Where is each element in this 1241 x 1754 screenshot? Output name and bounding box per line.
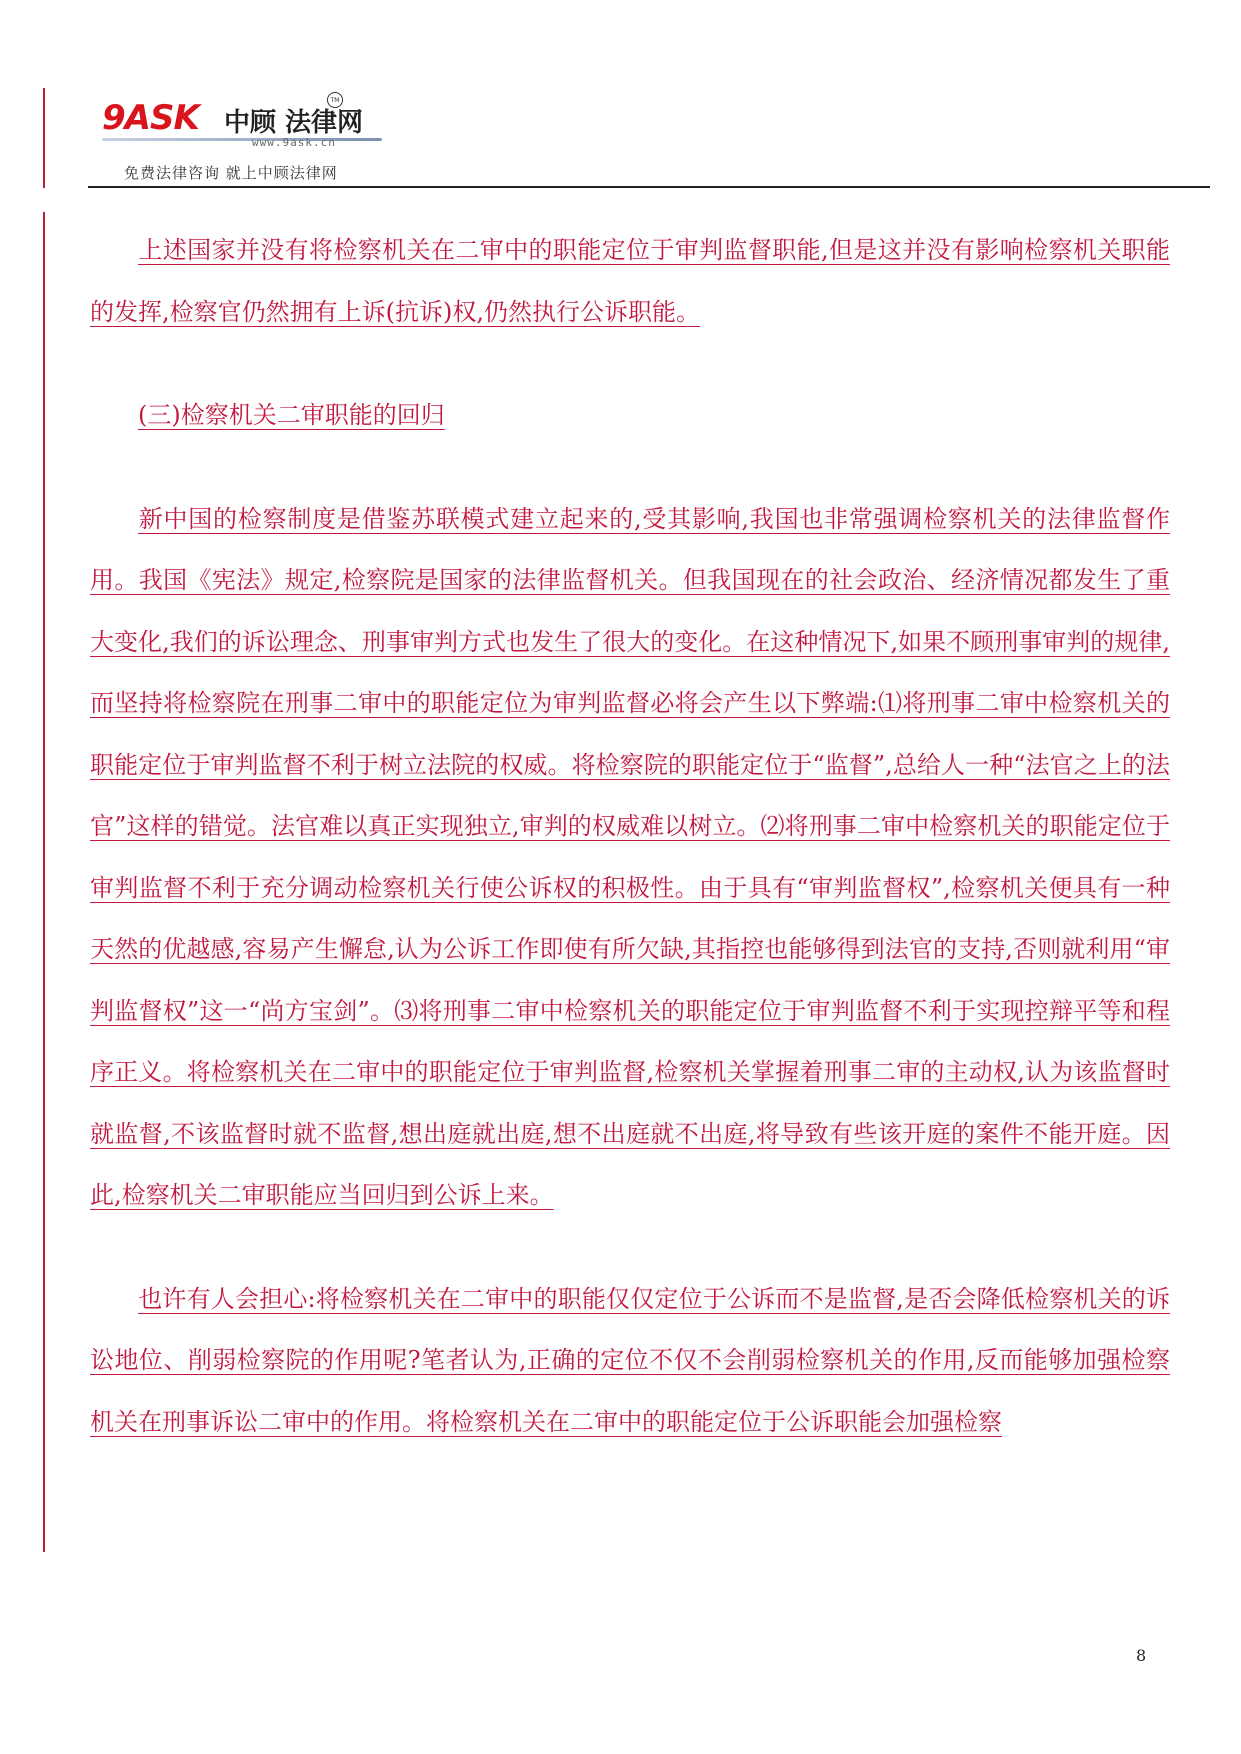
- section-heading: [90, 385, 1170, 447]
- logo-cn-name: 中顾 法律网: [224, 108, 364, 138]
- logo-url: www.9ask.cn: [252, 136, 336, 149]
- site-logo[interactable]: [102, 97, 432, 182]
- left-margin-rule-header: [43, 88, 45, 188]
- trademark-icon: [327, 92, 343, 108]
- trademark-label: TM: [330, 97, 340, 104]
- left-margin-rule-body: [43, 212, 45, 1552]
- paragraph-text: 也许有人会担心:将检察机关在二审中的职能仅仅定位于公诉而不是监督,是否会降低检察机关的诉讼地位、削弱检察院的作用呢?笔者认为,正确的定位不仅不会削弱检察机关的作用,反而能够加强检察机关在刑事诉讼二审中的作用。将检察机关在二审中的职能定位于公诉职能会加强检察: [90, 1284, 1170, 1436]
- document-body: [90, 220, 1170, 1495]
- header-divider: [88, 186, 1210, 188]
- page-number: 8: [1136, 1646, 1147, 1665]
- paragraph-text: 上述国家并没有将检察机关在二审中的职能定位于审判监督职能,但是这并没有影响检察机关职能的发挥,检察官仍然拥有上诉(抗诉)权,仍然执行公诉职能。: [90, 236, 1170, 326]
- paragraph: [90, 220, 1170, 343]
- heading-text: (三)检察机关二审职能的回归: [138, 401, 445, 429]
- header-tagline: 免费法律咨询 就上中顾法律网: [124, 164, 338, 182]
- paragraph-text: 新中国的检察制度是借鉴苏联模式建立起来的,受其影响,我国也非常强调检察机关的法律监督作用。我国《宪法》规定,检察院是国家的法律监督机关。但我国现在的社会政治、经济情况都发生了重大变化,我们的诉讼理念、刑事审判方式也发生了很大的变化。在这种情况下,如果不顾刑事审判的规律,而坚持将检察院在刑事二审中的职能定位为审判监督必将会产生以下弊端:⑴将刑事二审中检察机关的职能定位于审判监督不利于树立法院的权威。将检察院的职能定位于“监督”,总给人一种“法官之上的法官”这样的错觉。法官难以真正实现独立,审判的权威难以树立。⑵将刑事二审中检察机关的职能定位于审判监督不利于充分调动检察机关行使公诉权的积极性。由于具有“审判监督权”,检察机关便具有一种天然的优越感,容易产生懈怠,认为公诉工作即使有所欠缺,其指控也能够得到法官的支持,否则就利用“审判监督权”这一“尚方宝剑”。⑶将刑事二审中检察机关的职能定位于审判监督不利于实现控辩平等和程序正义。将检察机关在二审中的职能定位于审判监督,检察机关掌握着刑事二审的主动权,认为该监督时就监督,不该监督时就不监督,想出庭就出庭,想不出庭就不出庭,将导致有些该开庭的案件不能开庭。因此,检察机关二审职能应当回归到公诉上来。: [90, 504, 1170, 1209]
- logo-mark: [102, 98, 199, 138]
- logo-ask: ASK: [124, 98, 199, 138]
- page-header: [88, 92, 1168, 188]
- logo-nine: 9: [102, 98, 125, 138]
- logo-swoosh: [102, 138, 382, 141]
- paragraph: [90, 489, 1170, 1227]
- paragraph: [90, 1269, 1170, 1454]
